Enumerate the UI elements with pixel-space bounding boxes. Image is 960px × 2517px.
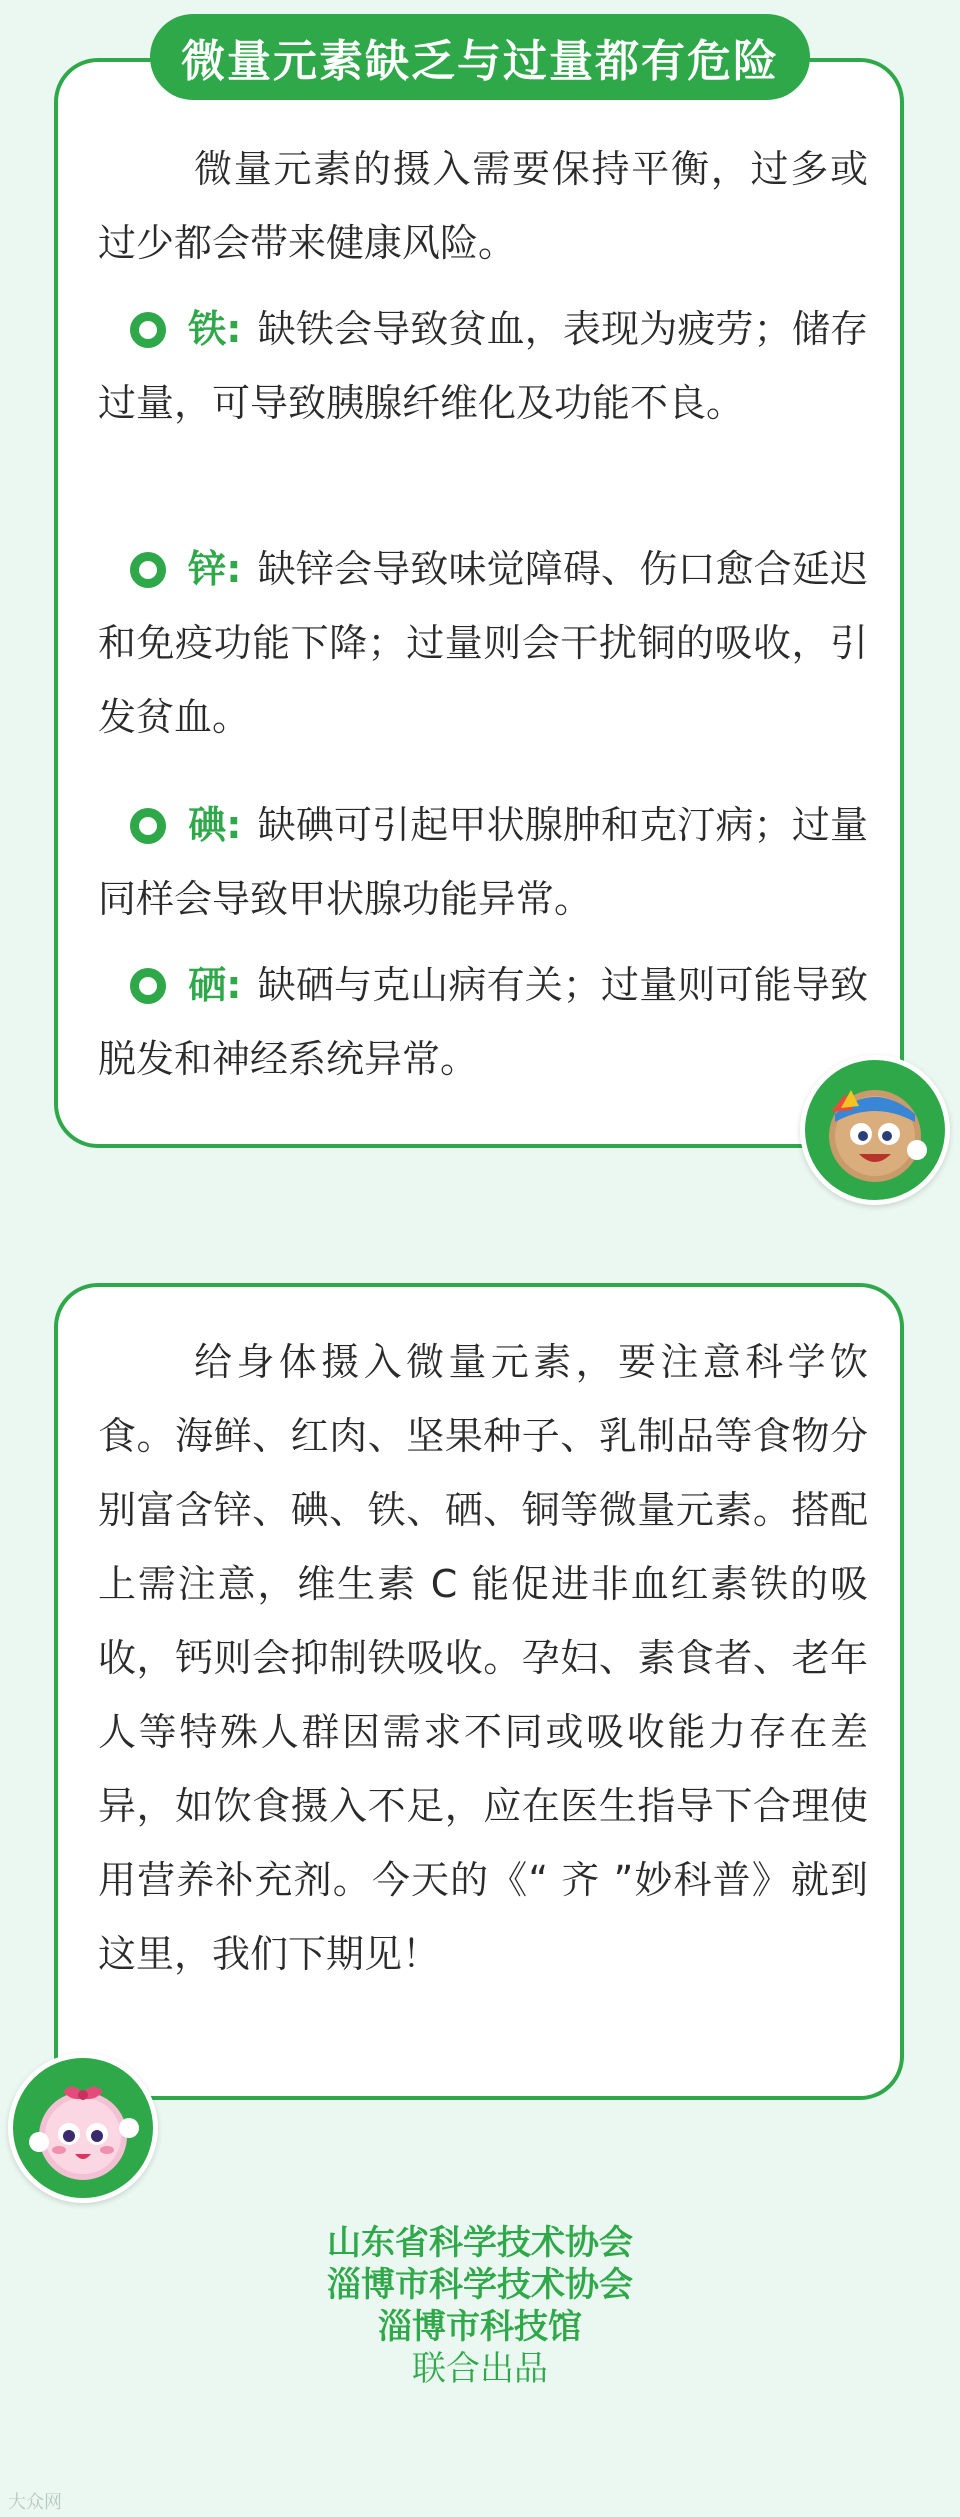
element-description: 缺锌会导致味觉障碍、伤口愈合延迟和免疫功能下降；过量则会干扰铜的吸收，引发贫血。: [98, 547, 868, 739]
info-card-risks: [54, 58, 904, 1148]
list-item-iron: [98, 292, 868, 440]
section-title-banner: 微量元素缺乏与过量都有危险: [150, 14, 810, 100]
publisher-line: 联合出品: [412, 2349, 548, 2389]
watermark-text: 大众网: [8, 2492, 62, 2513]
element-description: 缺碘可引起甲状腺肿和克汀病；过量同样会导致甲状腺功能异常。: [98, 803, 868, 921]
info-card-diet: [54, 1283, 904, 2100]
diet-paragraph: 给身体摄入微量元素，要注意科学饮食。海鲜、红肉、坚果种子、乳制品等食物分别富含锌、碘、铁、硒、铜等微量元素。搭配上需注意，维生素 C 能促进非血红素铁的吸收，钙则会抑制铁吸收。孕妇、素食者、老年人等特殊人群因需求不同或吸收能力存在差异，如饮食摄入不足，应在医生指导下合理使用营养补充剂。今天的《“ 齐 ”妙科普》就到这里，我们下期见！: [98, 1340, 868, 1976]
boy-mascot-icon: [800, 1055, 950, 1205]
intro-paragraph: 微量元素的摄入需要保持平衡，过多或过少都会带来健康风险。: [98, 147, 868, 265]
publisher-line: 淄博市科学技术协会: [327, 2265, 633, 2305]
publisher-line: 淄博市科技馆: [378, 2307, 582, 2347]
element-description: 缺铁会导致贫血，表现为疲劳；储存过量，可导致胰腺纤维化及功能不良。: [98, 307, 868, 425]
bullet-ring-icon: [130, 968, 166, 1004]
girl-mascot-icon: [8, 2053, 158, 2203]
list-item-iodine: [98, 788, 868, 936]
list-item-selenium: [98, 948, 868, 1096]
bullet-ring-icon: [130, 552, 166, 588]
list-item-zinc: [98, 532, 868, 754]
publisher-line: 山东省科学技术协会: [327, 2223, 633, 2263]
element-label: 硒:: [188, 963, 242, 1007]
publisher-credits: [0, 2222, 960, 2390]
element-label: 碘:: [188, 803, 242, 847]
element-label: 锌:: [188, 547, 242, 591]
bullet-ring-icon: [130, 312, 166, 348]
element-label: 铁:: [188, 307, 242, 351]
element-description: 缺硒与克山病有关；过量则可能导致脱发和神经系统异常。: [98, 963, 868, 1081]
bullet-ring-icon: [130, 808, 166, 844]
